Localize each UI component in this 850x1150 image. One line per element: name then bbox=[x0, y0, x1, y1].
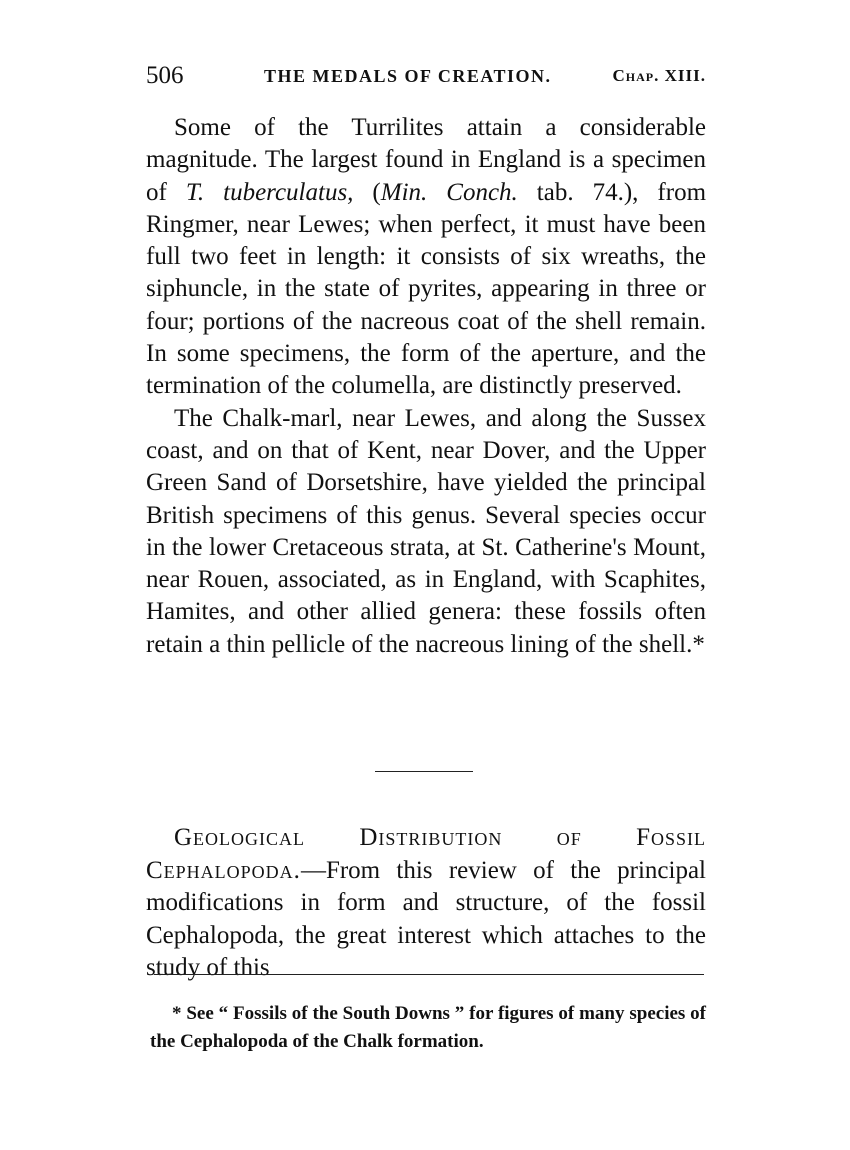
paragraph-chalk-marl: The Chalk-marl, near Lewes, and along the Sussex coast, and on that of Kent, near Dover, and the Upper Green Sand of Dorsetshire, have yielded the principal British specimens of this genus. Several species occur in the lower Cretaceous strata, at St. Catherine's Mount, near Rouen, associated, as in England, with Scaphites, Hamites, and other allied genera: these fossils often retain a thin pellicle of the nacreous lining of the shell.* bbox=[146, 404, 706, 658]
section-heading: Geological Distribution of Fossil Cephalopoda. bbox=[146, 824, 706, 884]
footnote-text: * See “ Fossils of the South Downs ” for figures of many species of the Cephalopoda of the Chalk formation. bbox=[150, 1003, 706, 1052]
section-geological-distribution bbox=[146, 822, 706, 985]
chapter-label: Chap. XIII. bbox=[612, 66, 706, 85]
running-header bbox=[146, 62, 706, 92]
reference-title: Min. Conch. bbox=[380, 178, 518, 206]
section-paragraph bbox=[146, 822, 706, 985]
section-body: —From this review of the principal modifications in form and structure, of the fossil Cephalopoda, the great interest which attaches to the study of this bbox=[146, 856, 706, 981]
page-number: 506 bbox=[146, 62, 184, 89]
running-title: THE MEDALS OF CREATION. bbox=[264, 66, 552, 86]
body-text bbox=[146, 112, 706, 661]
footnote bbox=[150, 1000, 706, 1056]
paragraph-turrilites bbox=[146, 112, 706, 403]
species-name: T. tuberculatus, bbox=[185, 178, 354, 206]
footnote-rule bbox=[154, 974, 704, 975]
paragraph-text: Some of the Turrilites attain a considerable magnitude. The largest found in England is a specimen of bbox=[146, 114, 706, 206]
paragraph-text: ( bbox=[353, 178, 381, 206]
paragraph-text: tab. 74.), from Ringmer, near Lewes; when perfect, it must have been full two feet in length: it consists of six wreaths, the siphuncle, in the state of pyrites, appearing in three or four; portions of the nacreous coat of the shell remain. In some specimens, the form of the aperture, and the termination of the columella, are distinctly preserved. bbox=[146, 178, 707, 400]
section-divider bbox=[375, 771, 473, 772]
